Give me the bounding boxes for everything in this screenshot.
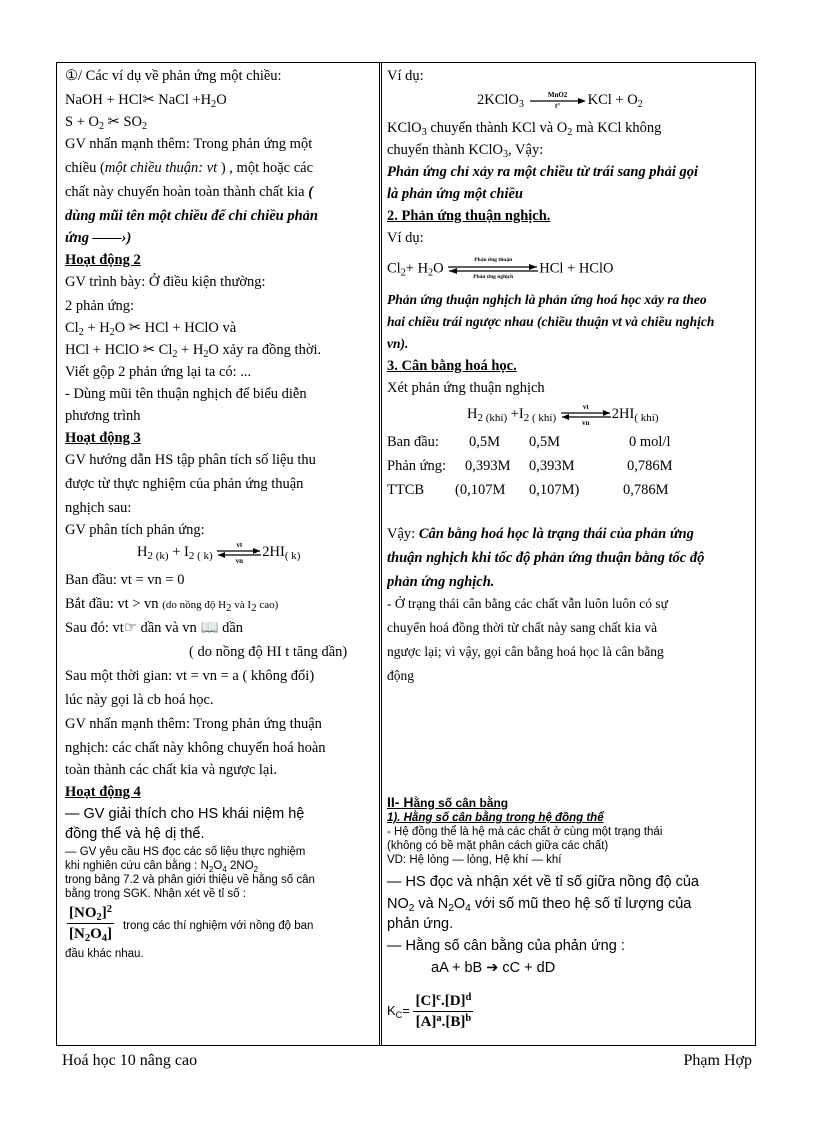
lesson-table (56, 62, 756, 1046)
text-line: dùng mũi tên một chiều để chỉ chiều phản (65, 208, 318, 224)
table-cell: 0,5M (529, 434, 561, 450)
table-cell: 0 mol/l (629, 434, 671, 450)
text-line: — GV yêu cầu HS đọc các số liệu thực nghiệm (65, 846, 306, 858)
activity-2-heading: Hoạt động 2 (65, 252, 141, 268)
naoh-equation: NaOH + HCl✂ NaCl $+H_2O$ (65, 92, 227, 110)
bullet-icon: ☞ (123, 620, 137, 636)
text-line: Sau một thời gian: vt = vn = a ( không đổi) (65, 668, 315, 684)
text-line: — Hằng số cân bằng của phản ứng : (387, 938, 625, 954)
activity-3-heading: Hoạt động 3 (65, 430, 141, 446)
text-line: Bắt đầu: vt > vn (do nồng độ $H_2$ và $I_2$ cao) (65, 596, 279, 614)
text-line: GV nhấn mạnh thêm: Trong phản ứng một (65, 136, 313, 152)
text-line: $NO_2$ và $N_2O_4$ với số mũ theo hệ số tỉ lượng của (387, 896, 692, 914)
text-line: 2 phản ứng: (65, 298, 135, 314)
text-line: GV nhấn mạnh thêm: Trong phản ứng thuận (65, 716, 322, 732)
text-line: GV phân tích phản ứng: (65, 522, 205, 538)
concentration-ratio (67, 903, 114, 944)
text-line: Ví dụ: (387, 68, 424, 84)
text-line: - Dùng mũi tên thuận nghịch để biểu diễn (65, 386, 307, 402)
footer-author: Phạm Hợp (683, 1052, 752, 1069)
scissors-icon: ✂ (128, 320, 141, 336)
text-line: - Hệ đồng thể là hệ mà các chất ở cùng một trạng thái (387, 826, 663, 838)
reverse-chlorine-equation: HCl + HClO ✂ $Cl_2 + H_2O$ xảy ra đồng thời. (65, 342, 322, 360)
chlorine-reversible-equation: $Cl_2+ H_2O$ Phản ứng thuận Phản ứng nghịch HCl + HClO (387, 257, 614, 280)
text-line: Phản ứng chỉ xảy ra một chiều từ trái sang phải gọi (387, 164, 699, 180)
text-line: Phản ứng thuận nghịch là phản ứng hoá học xảy ra theo (387, 292, 707, 307)
chlorine-equation: $Cl_2 + H_2O$ ✂ HCl + HClO và (65, 320, 237, 338)
kc-expression: $K_C=$ $\frac{[C]^c.[D]^d}{[A]^a.[B]^b}$ (387, 992, 472, 1030)
kc-fraction: $\frac{[C]^c.[D]^d}{[A]^a.[B]^b}$ (415, 992, 472, 1030)
table-row-equilibrium: TTCB (387, 482, 425, 498)
general-reaction: aA + bB ➔ cC + dD (431, 960, 556, 976)
table-cell: 0,393M (465, 458, 511, 474)
text-line: trong các thí nghiệm với nồng độ ban (123, 920, 314, 932)
text-line: KClO$_3$ chuyển thành KCl và $O_2$ mà KCl không (387, 120, 662, 138)
text-line: được từ thực nghiệm của phản ứng thuận (65, 476, 304, 492)
text-line: Vậy: Cân bằng hoá học là trạng thái của phản ứng (387, 526, 694, 542)
text-line: là phản ứng một chiều (387, 186, 523, 202)
text-line: bằng trong SGK. Nhận xét về tỉ số : (65, 888, 246, 900)
text-line: — HS đọc và nhận xét về tỉ số giữa nồng độ của (387, 874, 699, 890)
text-line: hai chiều trái ngược nhau (chiều thuận vt và chiều nghịch (387, 314, 715, 329)
reversible-reaction-heading: 2. Phản ứng thuận nghịch. (387, 208, 551, 224)
left-column (65, 63, 375, 1045)
text-line: trong bảng 7.2 và phân giới thiệu về hằng số cân (65, 874, 315, 886)
reversible-arrow-icon: Phản ứng thuận Phản ứng nghịch (447, 259, 539, 279)
text-line: chuyển thành KClO$_3$, Vậy: (387, 142, 544, 160)
right-column (387, 63, 752, 1045)
column-divider (379, 63, 382, 1045)
text-line: động (387, 668, 414, 683)
text-line: phương trình (65, 408, 141, 424)
text-line: thuận nghịch khi tốc độ phản ứng thuận bằng tốc độ (387, 550, 705, 566)
text-line: Xét phản ứng thuận nghịch (387, 380, 545, 396)
scissors-icon: ✂ (142, 342, 156, 358)
book-icon: 📖 (200, 620, 219, 636)
text-line: ( do nồng độ HI t tăng dần) (189, 644, 348, 660)
table-cell: 0,393M (529, 458, 575, 474)
hi-gas-equation: $H_{2 (khí)} +I_{2 ( khí)}$ vt vn $2HI_{( khí)}$ (467, 402, 659, 427)
footer-course-title: Hoá học 10 nâng cao (62, 1052, 198, 1069)
text-line: toàn thành các chất kia và ngược lại. (65, 762, 277, 778)
text-line: vn). (387, 336, 409, 351)
text-line: nghịch sau: (65, 500, 132, 516)
kclo3-equation: 2KClO$_3$ MnO2 t° KCl + $O_2$ (477, 90, 643, 110)
catalyst-arrow-icon: MnO2 t° (528, 92, 588, 110)
text-line: - Ở trạng thái cân bằng các chất vẫn luôn luôn có sự (387, 596, 668, 611)
table-cell: 0,5M (469, 434, 501, 450)
text-line: đồng thể và hệ dị thể. (65, 826, 205, 842)
reversible-arrow-icon: vt vn (560, 406, 612, 424)
text-line: chuyển hoá đồng thời từ chất này sang chất kia và (387, 620, 658, 635)
no2-n2o4-fraction: $\frac{[NO_2]^2}{[N_2O_4]}$ (69, 904, 112, 944)
homogeneous-system-heading: 1). Hằng số cân bằng trong hệ đồng thể (387, 812, 604, 824)
text-line: GV trình bày: Ở điều kiện thường: (65, 274, 266, 290)
text-line: phản ứng nghịch. (387, 574, 495, 590)
one-way-examples-heading: ①/ Các ví dụ về phản ứng một chiều: (65, 68, 282, 84)
scissors-icon: ✂ (104, 114, 120, 130)
text-line: GV hướng dẫn HS tập phân tích số liệu thu (65, 452, 316, 468)
table-row-initial: Ban đầu: (387, 434, 439, 450)
text-line: Viết gộp 2 phản ứng lại ta có: ... (65, 364, 252, 380)
text-line: Ban đầu: vt = vn = 0 (65, 572, 185, 588)
reversible-arrow-icon: vt vn (216, 544, 262, 562)
table-cell: 0,786M (627, 458, 673, 474)
hi-equilibrium-equation: $H_{2 (k)} + I_{2 ( k)}$ vt vn $2HI_{( k)}$ (137, 540, 301, 565)
table-row-reacted: Phản ứng: (387, 458, 447, 474)
text-line: phản ứng. (387, 916, 454, 932)
activity-4-heading: Hoạt động 4 (65, 784, 141, 800)
text-line: (không có bề mặt phân cách giữa các chất) (387, 840, 609, 852)
text-line: Ví dụ: (387, 230, 424, 246)
table-cell: (0,107M (455, 482, 506, 498)
equilibrium-constant-heading: II- Hằng số cân bằng (387, 794, 509, 810)
text-line: chiều (một chiều thuận: vt ) , một hoặc các (65, 160, 314, 176)
scissors-icon: ✂ (142, 92, 155, 108)
text-line: chất này chuyển hoàn toàn thành chất kia ( (65, 184, 314, 200)
text-line: nghịch: các chất này không chuyển hoá hoàn (65, 740, 326, 756)
sulfur-equation: $S + O_2$ ✂ $SO_2$ (65, 114, 148, 132)
chemical-equilibrium-heading: 3. Cân bằng hoá học. (387, 358, 517, 374)
text-line: ngược lại; vì vậy, gọi cân bằng hoá học là cân bằng (387, 644, 664, 659)
text-line: — GV giải thích cho HS khái niệm hệ (65, 806, 305, 822)
text-line: Sau đó: vt☞ dần và vn 📖 dần (65, 620, 244, 636)
text-line: ứng ——›) (65, 230, 132, 246)
arrow-icon: ➔ (486, 960, 499, 976)
text-line: đầu khác nhau. (65, 948, 144, 960)
table-cell: 0,107M) (529, 482, 580, 498)
text-line: VD: Hệ lỏng — lỏng, Hệ khí — khí (387, 854, 562, 866)
table-cell: 0,786M (623, 482, 669, 498)
text-line: lúc này gọi là cb hoá học. (65, 692, 214, 708)
n2o4-equation: khi nghiên cứu cân bằng : $N_2O_4$ $2NO_2$ (65, 860, 259, 874)
